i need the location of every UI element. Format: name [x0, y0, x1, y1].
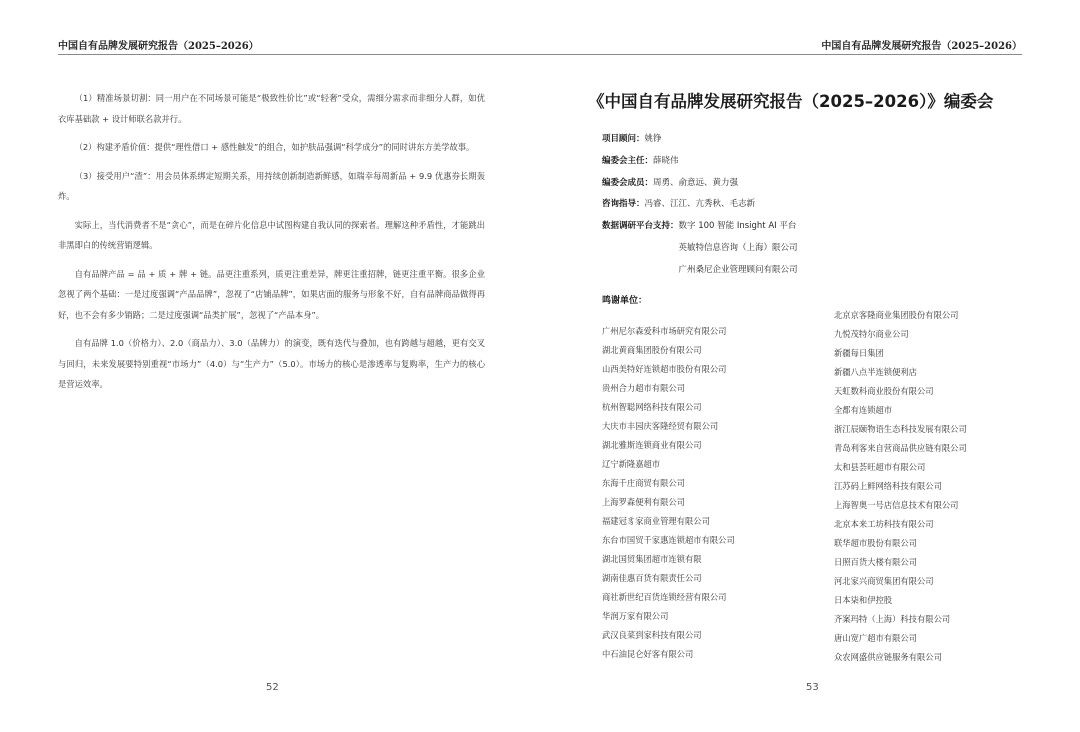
list-item: 东台市国贸千家惠连锁超市有限公司	[602, 535, 735, 545]
role-value: 英敏特信息咨询（上海）限公司	[678, 242, 798, 253]
list-item: 广州尼尔森爱科市场研究有限公司	[602, 326, 727, 336]
running-head-right: 中国自有品牌发展研究报告（2025–2026）	[821, 41, 1022, 52]
list-item: 河北家兴商贸集团有限公司	[834, 576, 934, 586]
list-item: 日本柒和伊控股	[834, 595, 893, 605]
list-item: 北京京客隆商业集团股份有限公司	[834, 310, 959, 320]
list-item: 商社新世纪百货连锁经营有限公司	[602, 592, 727, 602]
list-item: 华润万家有限公司	[602, 611, 669, 621]
list-item: 上海罗森便利有限公司	[602, 497, 685, 507]
role-label: 咨询指导：	[602, 199, 645, 210]
role-value: 数字 100 智能 Insight AI 平台	[678, 221, 797, 232]
list-item: 新疆八点半连锁便利店	[834, 367, 917, 377]
role-label: 编委会主任：	[602, 155, 654, 166]
list-item: 江苏码上鲜网络科技有限公司	[834, 481, 942, 491]
list-item: 浙江辰颐物语生态科技发展有限公司	[834, 424, 967, 434]
role-row-advisor	[602, 129, 798, 151]
role-row-consulting	[602, 194, 798, 216]
list-item: 全都有连锁超市	[834, 405, 893, 415]
committee-roles	[602, 129, 798, 282]
list-item: 日照百货大楼有限公司	[834, 557, 917, 567]
list-item: 太和县荟旺超市有限公司	[834, 462, 926, 472]
list-item: 九悦茂特尔商业公司	[834, 329, 909, 339]
list-item: 联华超市股份有限公司	[834, 538, 917, 548]
acknowledgement-list-left	[602, 322, 735, 664]
list-item: 北京本来工坊科技有限公司	[834, 519, 934, 529]
role-value: 姚铮	[644, 134, 662, 144]
list-item: 福建冠豸家商业管理有限公司	[602, 516, 710, 526]
list-item: 青岛利客来自营商品供应链有限公司	[834, 443, 967, 453]
role-row-data-support	[602, 216, 798, 281]
list-item: 湖北雅斯连锁商业有限公司	[602, 440, 702, 450]
acknowledgement-list-right	[834, 306, 967, 667]
paragraph: 自有品牌产品 = 品 + 质 + 牌 + 链。品更注重系列，质更注重差异，牌更注重招牌，链更注重平衡。很多企业忽视了两个基础：一是过度强调“产品品牌”，忽视了“店铺品牌”，如果店面的服务与形象不好，自有品牌商品做得再好，也不会有多少销路；二是过度强调“品类扩展”，忽视了“产品本身”。	[58, 268, 485, 320]
paragraph: （1）精准场景切割：同一用户在不同场景可能是“极致性价比”或“轻奢”受众，需细分需求而非细分人群，如优衣库基础款 + 设计师联名款并行。	[58, 93, 485, 124]
paragraph: （3）接受用户“渣”：用会员体系绑定短期关系，用持续创新制造新鲜感，如瑞幸每周新品 + 9.9 优惠券长期轰炸。	[58, 170, 485, 201]
list-item: 上海智奥一号店信息技术有限公司	[834, 500, 959, 510]
role-label: 编委会成员：	[602, 177, 654, 188]
role-label: 数据调研平台支持：	[602, 221, 679, 232]
role-value: 周勇、俞意远、黄力强	[653, 177, 739, 188]
role-row-members	[602, 173, 798, 195]
list-item: 湖南佳惠百货有限责任公司	[602, 573, 702, 583]
header-rule-left	[58, 54, 540, 55]
header-rule-right	[540, 54, 1022, 55]
list-item: 贵州合力超市有限公司	[602, 383, 685, 393]
right-page	[540, 0, 1080, 732]
running-head-left: 中国自有品牌发展研究报告（2025–2026）	[58, 41, 259, 52]
paragraph: （2）构建矛盾价值：提供“理性借口 + 感性触发”的组合，如护肤品强调“科学成分”的同时讲东方美学故事。	[74, 142, 475, 152]
list-item: 辽宁新隆嘉超市	[602, 459, 661, 469]
list-item: 中石油昆仑好客有限公司	[602, 649, 694, 659]
list-item: 湖北黄商集团股份有限公司	[602, 345, 702, 355]
list-item: 新疆每日集团	[834, 348, 884, 358]
list-item: 齐案玛特（上海）科技有限公司	[834, 614, 951, 624]
list-item: 山西美特好连锁超市股份有限公司	[602, 364, 727, 374]
list-item: 唐山宽广超市有限公司	[834, 633, 917, 643]
list-item: 天虹数科商业股份有限公司	[834, 386, 934, 396]
list-item: 东海千庄商贸有限公司	[602, 478, 685, 488]
acknowledgement-title: 鸣谢单位：	[602, 296, 648, 306]
list-item: 武汉良菜到家科技有限公司	[602, 630, 702, 640]
list-item: 杭州智聪网络科技有限公司	[602, 402, 702, 412]
role-label: 项目顾问：	[602, 134, 645, 144]
paragraph: 实际上，当代消费者不是“贪心”，而是在碎片化信息中试图构建自我认同的探索者。理解这种矛盾性，才能跳出非黑即白的传统营销逻辑。	[58, 219, 485, 250]
list-item: 湖北国贸集团超市连锁有限	[602, 554, 702, 564]
role-row-director	[602, 151, 798, 173]
list-item: 众农网盛供应链服务有限公司	[834, 652, 942, 662]
page-number-left: 52	[266, 682, 279, 693]
role-value: 冯睿、江江、亢秀秋、毛志新	[644, 199, 756, 210]
role-value: 薛晓伟	[653, 155, 679, 166]
committee-title: 《中国自有品牌发展研究报告（2025–2026）》编委会	[588, 92, 994, 111]
role-value: 广州桑尼企业管理顾问有限公司	[678, 264, 798, 275]
paragraph: 自有品牌 1.0（价格力）、2.0（商品力）、3.0（品牌力）的演变，既有迭代与叠加，也有跨越与超越，更有交叉与回归，未来发展要特别重视“市场力”（4.0）与“生产力”（5.0）。市场力的核心是渗透率与复购率，生产力的核心是营运效率。	[58, 338, 485, 389]
page-number-right: 53	[806, 682, 819, 693]
body-text	[58, 88, 485, 403]
list-item: 大庆市丰园庆客隆经贸有限公司	[602, 421, 719, 431]
